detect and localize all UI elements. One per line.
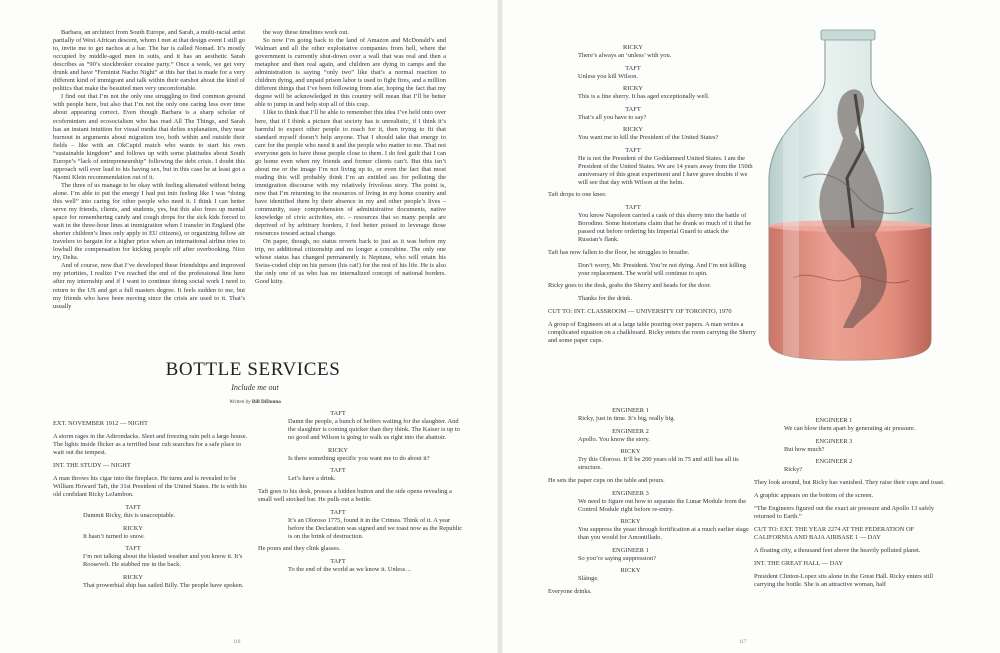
page-number-right: 117 (739, 640, 747, 645)
essay-paragraph: the way these timelines work out. (263, 29, 349, 36)
scene-heading: EXT. NOVEMBER 1912 — NIGHT (53, 420, 148, 427)
essay-paragraph: I like to think that I’ll be able to remember this idea I’ve held onto over here, that if I think a picture that society has is unrealistic, if I think it’s harmful to expect other people to reach for it, then trying to fit that standard myself doesn’t help anyone. That I should take that energy to care for the people who need it and the people who matter to me. That not everyone gets to have those people close to them. I do feel guilt that I can go home even when my friends and former clients can’t. But this isn’t about me or the image I’m not living up to, or even the fact that most reading this will probably think I’m an entitled ass for polluting the immigration discourse with my relatively frivolous story. The point is, now that I’m returning to the resources of living in my home country and have identified them by their absence in my and other people’s lives – community, easy comprehension of administrative documents, native knowledge of civic activities, etc. – resources that so many people are deprived of by arbitrary borders, I feel better poised to leverage those resources toward actual change. (255, 109, 446, 238)
essay-paragraph: The three of us manage to be okay with feeling alienated without being alone. I’m able to put the energy I had put into feeling like I was “doing this well” into caring for other people who need it. I think I can better serve my friends, clients, and students, yes, but this also frees up mental space for remembering candy and cough drops for the sick kids forced to wait in the three-hour lines at immigration when I transfer in England (the shorter children’s lines only apply to EU citizens), or organizing fellow air travelers to bargain for a higher price when an international airline tries to lowball the compensation for kicking people off after overbooking. Nice try, Delta. (53, 181, 245, 262)
action-line: Ricky goes to the desk, grabs the Sherry and heads for the door. (548, 282, 711, 289)
script-column-1 (548, 407, 753, 601)
dialogue-line: You want me to kill the President of the United States? (578, 134, 719, 141)
character-cue: ENGINEER 3 (612, 489, 649, 497)
character-cue: RICKY (123, 524, 143, 532)
dialogue-line: There’s always an ‘unless’ with you. (578, 52, 672, 59)
character-cue: ENGINEER 1 (612, 407, 649, 414)
page-number-left: 116 (233, 640, 241, 645)
scene-heading: CUT TO: EXT. THE YEAR 2274 AT THE FEDERATION OF CALIFORNIA AND BAJA AIRBASE 1 — DAY (754, 525, 915, 541)
character-cue: ENGINEER 1 (612, 546, 649, 554)
dialogue-line: Let’s have a drink. (288, 475, 336, 482)
article-title: BOTTLE SERVICES (165, 359, 341, 380)
essay-paragraph: On paper, though, no status reverts back to just as it was before my trip, no additional citizenship and no longer a concubine. The only one whose status has changed permanently is Neptune, who will retain his Swiss-coded chip on his person (his cat!) for the rest of his life. He is also the only one of us who has no internalized concept of national borders. Good kitty. (255, 238, 446, 286)
character-cue: TAFT (625, 105, 641, 113)
script-column-top (548, 44, 758, 350)
character-cue: ENGINEER 1 (815, 417, 853, 424)
character-cue: TAFT (330, 558, 346, 565)
character-cue: TAFT (330, 508, 346, 516)
dialogue-line: Apollo. You know the story. (578, 435, 650, 443)
dialogue-line: That’s all you have to say? (578, 113, 647, 121)
dialogue-line: But how much? (784, 445, 825, 453)
character-cue: RICKY (620, 518, 641, 525)
action-line: Taft has now fallen to the floor, he struggles to breathe. (548, 248, 690, 256)
scene-heading: INT. THE GREAT HALL — DAY (754, 559, 843, 567)
dialogue-line: Is there something specific you want me to do about it? (288, 454, 430, 462)
dialogue-line: It’s an Oloroso 1775, found it in the Crimea. Think of it. A year before the Declaration was signed and we toast now as the Republic is on the brink of destruction. (288, 516, 463, 540)
script-column-2 (258, 410, 463, 579)
bottle-illustration-icon (763, 28, 937, 362)
character-cue: RICKY (623, 85, 643, 92)
book-gutter (497, 0, 503, 653)
dialogue-line: So you’re saying suppression? (578, 554, 656, 562)
dialogue-line: Dammit Ricky, this is unacceptable. (83, 512, 176, 519)
character-cue: RICKY (623, 126, 643, 133)
action-line: They look around, but Ricky has vanished. They raise their cups and toast. (754, 478, 945, 486)
character-cue: RICKY (620, 448, 641, 455)
essay-paragraph: I find out that I’m not the only one struggling to find common ground with people here, but also that I’m not the only one caring less over time about appearing correct. Even though Barbara is a sharp scholar of ecofeminism and ecosocialism who has read All The Things, and Sarah has an instant intuition for visual media that defies explanation, they near burnout in arguments about migration too, both within and outside their fields – like with an OkCupid match who wants to start his own “sustainable kingdom” and follows up with some platitudes about South Europe’s “lack of entrepreneurship” following the debt crisis. I doubt this approach will ever lead to his having sex, but in this case he at least got a Naomi Klein recommendation out of it. (53, 93, 245, 181)
essay-paragraph: Barbara, an architect from South Europe, and Sarah, a multi-racial artist partially of West African descent, whom I met at that design event I still go to, invite me to get nachos at a bar. The bar is called Nomad. It’s mostly occupied by middle-aged men in suits, and it has an aesthetic Sarah describes as “90’s stockbroker cocaine party.” Once a week, we get very drunk and have “Feminist Nacho Night” at this bar that is made for a very different kind of immigrant and talk within their earshot about the kind of politics that make the besuited men very uncomfortable. (53, 29, 246, 93)
essay-paragraph: So now I’m going back to the land of Amazon and McDonald’s and Walmart and all the other exploitative companies from hell, where the government is currently shut-down over a wall that was real and then a metaphor and then real again, and children are dying in camps and the administration is saying “only two” like that’s a normal reaction to children dying, and unpaid prison labor is used to fight fires, and a million different things that I’ve been following from afar, hoping the fact that my degree will be acknowledged in this country will mean that I’ll be better able to jump in and help stop all of this crap. (255, 37, 446, 109)
script-column-1 (53, 420, 253, 594)
dialogue-line: We can blow them apart by generating air pressure. (784, 425, 916, 432)
dialogue-line: You suppress the yeast through fortification at a much earlier stage than you would for Amontillado. (578, 526, 749, 541)
byline-author: Bill DiDonna (251, 399, 281, 405)
essay-column-2 (255, 29, 446, 287)
character-cue: RICKY (620, 567, 641, 574)
dialogue-line: Ricky? (784, 466, 803, 473)
byline-prefix: Written by (229, 399, 251, 405)
character-cue: TAFT (330, 410, 346, 417)
dialogue-line: I’m not talking about the blasted weather and you know it. It’s Roosevelt. He stabbed me in the back. (83, 553, 243, 568)
action-line: A floating city, a thousand feet above the heavily polluted planet. (754, 546, 921, 554)
dialogue-line: Try this Oloroso. It’ll be 200 years old in 75 and still has all its structure. (578, 456, 739, 471)
character-cue: TAFT (330, 467, 346, 474)
character-cue: TAFT (625, 64, 641, 72)
dialogue-line: Sláinge. (578, 575, 599, 582)
action-line: President Clinton-Lopez sits alone in the Great Hall. Ricky enters still carrying the bottle. She is an attractive woman, half (754, 572, 934, 588)
article-subtitle: Include me out (231, 383, 279, 392)
action-line: Taft drops to one knee. (548, 191, 607, 198)
scene-heading: CUT TO: INT. CLASSROOM — UNIVERSITY OF TORONTO, 1970 (548, 307, 732, 315)
dialogue-line: Damn the people, a bunch of heifers waiting for the slaughter. And the slaughter is coming quicker than they think. The Kaiser is up to no good and Wilson is going to walk us right into the abattoir. (288, 418, 460, 441)
character-cue: TAFT (625, 146, 641, 154)
character-cue: TAFT (125, 504, 141, 511)
dialogue-line: To the end of the world as we know it. Unless… (288, 566, 412, 573)
dialogue-line: We need to figure out how to separate the Lunar Module from the Control Module right before re-entry. (578, 497, 747, 513)
dialogue-line: Thanks for the drink. (578, 295, 632, 302)
character-cue: TAFT (125, 545, 141, 552)
character-cue: ENGINEER 2 (612, 427, 649, 435)
action-line: A group of Engineers sit at a large table pouring over papers. A man writes a complicated equation on a chalkboard. Ricky enters the room carrying the Sherry and some paper cups. (548, 320, 756, 344)
script-column-2 (754, 417, 954, 594)
character-cue: RICKY (328, 446, 348, 454)
dialogue-line: He is not the President of the Goddamned United States. I am the President of the United States. We are 14 years away from the 150th anniversary of this great experiment and I have grave doubts if we will see that day with Wilson at the helm. (578, 154, 753, 186)
action-line: Everyone drinks. (548, 587, 592, 595)
character-cue: RICKY (623, 44, 643, 51)
essay-column-1 (53, 29, 245, 311)
dialogue-line: Ricky, just in time. It’s big, really big. (578, 415, 676, 422)
action-line: A graphic appears on the bottom of the screen. (754, 491, 874, 499)
action-line: A storm rages in the Adirondacks. Sleet and freezing rain pelt a large house. The lights inside flicker as a terrified bear cub searches for a safe place to wait out the tempest. (53, 433, 248, 456)
article-byline (200, 399, 310, 405)
character-cue: TAFT (625, 204, 641, 211)
action-line: He sets the paper cups on the table and pours. (548, 476, 665, 484)
action-line: “The Engineers figured out the exact air pressure and Apollo 13 safely returned to Earth.” (754, 504, 935, 520)
dialogue-line: You know Napoleon carried a cask of this sherry into the battle of Borodino. Some historians claim that he drank so much of it that he passed out before ordering his Imperial Guard to attack the Russian’s flank. (578, 212, 752, 243)
dialogue-line: It hasn’t turned to snow. (83, 532, 145, 540)
dialogue-line: Don’t worry, Mr. President. You’re not dying. And I’m not killing your replacement. The world will continue to spin. (578, 261, 746, 277)
character-cue: ENGINEER 3 (815, 437, 853, 445)
essay-paragraph: And of course, now that I’ve developed these friendships and improved my priorities, I realize I’ve reached the end of the professional line here after my internship and if I want to continue doing social work I need to return to the US and get a full masters degree. It feels sudden to me, but my friends who have been moving since the crisis are used to it. That’s usually (53, 262, 245, 310)
dialogue-line: This is a fine sherry. It has aged exceptionally well. (578, 93, 710, 100)
character-cue: ENGINEER 2 (815, 458, 853, 465)
character-cue: RICKY (123, 573, 143, 581)
dialogue-line: That prowerbial ship has sailed Billy. The people have spoken. (83, 581, 244, 589)
action-line: A man throws his cigar into the fireplace. He turns and is revealed to be William Howard Taft, the 31st President of the United States. He is with his old confidant Ricky LeJambon. (53, 475, 247, 498)
scene-heading: INT. THE STUDY — NIGHT (53, 462, 131, 469)
action-line: Taft goes to his desk, presses a hidden button and the side opens revealing a small well stocked bar. He pulls out a bottle. (258, 487, 452, 503)
action-line: He pours and they clink glasses. (258, 545, 341, 552)
dialogue-line: Unless you kill Wilson. (578, 72, 638, 80)
